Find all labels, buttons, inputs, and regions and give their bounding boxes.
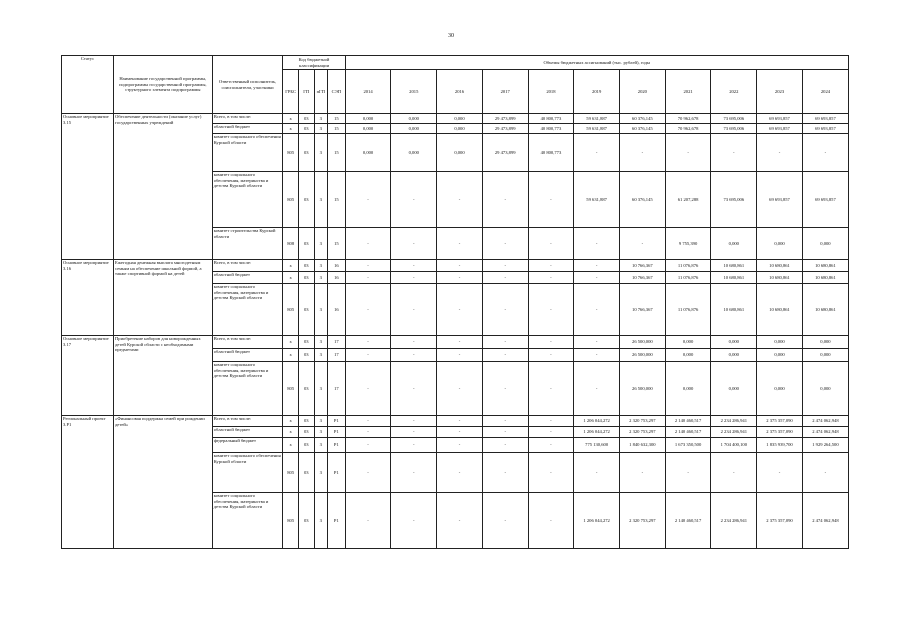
value-2024: 0,000 xyxy=(802,362,848,416)
value-2020: - xyxy=(620,453,666,493)
value-2024: 0,000 xyxy=(802,349,848,362)
value-2024: 69 693,857 xyxy=(802,124,848,134)
value-2019: - xyxy=(574,453,620,493)
header-year-2020: 2020 xyxy=(620,70,666,114)
value-2014: - xyxy=(345,260,391,272)
header-year-2021: 2021 xyxy=(665,70,711,114)
value-2014: - xyxy=(345,438,391,453)
code-pgp: 3 xyxy=(314,336,328,349)
value-2021: 9 755,390 xyxy=(665,228,711,260)
value-2024: 10 680,861 xyxy=(802,284,848,336)
header-year-2014: 2014 xyxy=(345,70,391,114)
value-2015: 0,000 xyxy=(391,114,437,124)
value-2024: 69 693,857 xyxy=(802,114,848,124)
code-pgp: 3 xyxy=(314,172,328,228)
header-year-2018: 2018 xyxy=(528,70,574,114)
value-2017: - xyxy=(482,453,528,493)
value-2016: - xyxy=(437,172,483,228)
code-pgp: 3 xyxy=(314,284,328,336)
value-2014: - xyxy=(345,336,391,349)
header-status: Статус xyxy=(62,56,114,114)
code-pgp: 3 xyxy=(314,427,328,438)
value-2022: 10 680,861 xyxy=(711,260,757,272)
code-sep: 15 xyxy=(328,134,346,172)
value-2020: 60 376,145 xyxy=(620,114,666,124)
code-grbs: 805 xyxy=(283,493,299,549)
value-2022: 10 680,861 xyxy=(711,272,757,284)
group-status: Основное мероприятие 3.16 xyxy=(62,260,114,336)
value-2016: 0,000 xyxy=(437,114,483,124)
value-2015: - xyxy=(391,272,437,284)
code-gp: 03 xyxy=(298,134,314,172)
executor-cell: Всего, в том числе: xyxy=(212,260,283,272)
code-pgp: 3 xyxy=(314,349,328,362)
code-pgp: 3 xyxy=(314,438,328,453)
header-year-2024: 2024 xyxy=(802,70,848,114)
header-executor: Ответственный исполнитель, соисполнители, участники xyxy=(212,56,283,114)
value-2014: - xyxy=(345,349,391,362)
value-2022: 0,000 xyxy=(711,362,757,416)
header-year-2017: 2017 xyxy=(482,70,528,114)
value-2015: - xyxy=(391,453,437,493)
value-2020: - xyxy=(620,134,666,172)
code-gp: 03 xyxy=(298,114,314,124)
executor-cell: федеральный бюджет xyxy=(212,438,283,453)
code-pgp: 3 xyxy=(314,228,328,260)
value-2023: - xyxy=(757,134,803,172)
value-2024: 2 474 062,948 xyxy=(802,416,848,427)
code-grbs: x xyxy=(283,124,299,134)
value-2022: - xyxy=(711,453,757,493)
header-year-2022: 2022 xyxy=(711,70,757,114)
value-2019: 1 206 044,272 xyxy=(574,493,620,549)
code-grbs: x xyxy=(283,427,299,438)
executor-cell: комитет социального обеспечения, материнства и детства Курской области xyxy=(212,172,283,228)
value-2021: 2 140 460,517 xyxy=(665,427,711,438)
value-2024: 0,000 xyxy=(802,336,848,349)
value-2016: - xyxy=(437,336,483,349)
value-2015: - xyxy=(391,260,437,272)
value-2023: 0,000 xyxy=(757,336,803,349)
value-2014: 0,000 xyxy=(345,134,391,172)
value-2021: 11 076,876 xyxy=(665,284,711,336)
value-2015: - xyxy=(391,228,437,260)
value-2015: - xyxy=(391,438,437,453)
code-gp: 03 xyxy=(298,493,314,549)
value-2014: 0,000 xyxy=(345,124,391,134)
value-2014: - xyxy=(345,453,391,493)
value-2017: - xyxy=(482,284,528,336)
header-year-2019: 2019 xyxy=(574,70,620,114)
code-sep: 16 xyxy=(328,272,346,284)
value-2021: 70 962,678 xyxy=(665,114,711,124)
code-sep: 17 xyxy=(328,362,346,416)
value-2014: - xyxy=(345,362,391,416)
header-year-2023: 2023 xyxy=(757,70,803,114)
value-2022: 2 234 286,941 xyxy=(711,416,757,427)
header-code-2: пГП xyxy=(314,70,328,114)
value-2021: 0,000 xyxy=(665,336,711,349)
value-2018: - xyxy=(528,453,574,493)
code-gp: 03 xyxy=(298,438,314,453)
group-status: Основное мероприятие 3.17 xyxy=(62,336,114,416)
table-row xyxy=(62,336,849,349)
value-2017: 29 473,899 xyxy=(482,114,528,124)
code-gp: 03 xyxy=(298,284,314,336)
value-2023: 10 680,861 xyxy=(757,272,803,284)
value-2015: - xyxy=(391,362,437,416)
value-2015: - xyxy=(391,493,437,549)
value-2019: 1 206 044,272 xyxy=(574,416,620,427)
code-grbs: x xyxy=(283,272,299,284)
value-2016: - xyxy=(437,427,483,438)
value-2017: 29 473,899 xyxy=(482,134,528,172)
value-2022: 10 680,861 xyxy=(711,284,757,336)
value-2023: 0,000 xyxy=(757,228,803,260)
value-2014: - xyxy=(345,284,391,336)
value-2017: - xyxy=(482,228,528,260)
value-2016: - xyxy=(437,416,483,427)
header-code-3: СЭП xyxy=(328,70,346,114)
code-pgp: 3 xyxy=(314,493,328,549)
value-2015: - xyxy=(391,416,437,427)
value-2015: - xyxy=(391,284,437,336)
value-2018: 40 800,773 xyxy=(528,124,574,134)
value-2017: 29 473,899 xyxy=(482,124,528,134)
value-2018: - xyxy=(528,172,574,228)
value-2017: - xyxy=(482,493,528,549)
value-2017: - xyxy=(482,172,528,228)
value-2023: 2 375 357,090 xyxy=(757,427,803,438)
code-grbs: 808 xyxy=(283,228,299,260)
value-2019: 59 631,887 xyxy=(574,114,620,124)
table-row xyxy=(62,260,849,272)
value-2017: - xyxy=(482,336,528,349)
value-2014: - xyxy=(345,172,391,228)
value-2016: - xyxy=(437,272,483,284)
value-2023: 10 680,861 xyxy=(757,284,803,336)
code-sep: Р1 xyxy=(328,438,346,453)
value-2018: - xyxy=(528,493,574,549)
value-2024: 2 474 062,948 xyxy=(802,427,848,438)
group-name: Приобретение наборов для новорожденных детей Курской области с необходимыми предметами xyxy=(113,336,212,416)
value-2020: 10 766,367 xyxy=(620,272,666,284)
value-2015: - xyxy=(391,349,437,362)
value-2024: - xyxy=(802,453,848,493)
group-name: Обеспечение деятельности (оказание услуг) государственных учреждений xyxy=(113,114,212,260)
executor-cell: областной бюджет xyxy=(212,427,283,438)
group-status: Региональный проект 3.Р1 xyxy=(62,416,114,549)
value-2019: - xyxy=(574,134,620,172)
code-gp: 03 xyxy=(298,416,314,427)
value-2024: 2 474 062,948 xyxy=(802,493,848,549)
value-2022: - xyxy=(711,134,757,172)
code-gp: 03 xyxy=(298,124,314,134)
value-2023: 2 375 357,090 xyxy=(757,493,803,549)
value-2018: - xyxy=(528,284,574,336)
code-gp: 03 xyxy=(298,453,314,493)
value-2018: - xyxy=(528,362,574,416)
value-2023: - xyxy=(757,453,803,493)
value-2016: - xyxy=(437,493,483,549)
code-sep: 16 xyxy=(328,260,346,272)
budget-table xyxy=(61,55,849,549)
value-2024: 10 680,861 xyxy=(802,260,848,272)
code-pgp: 3 xyxy=(314,362,328,416)
value-2022: 0,000 xyxy=(711,349,757,362)
value-2018: - xyxy=(528,272,574,284)
code-pgp: 3 xyxy=(314,272,328,284)
value-2017: - xyxy=(482,438,528,453)
code-gp: 03 xyxy=(298,272,314,284)
value-2014: - xyxy=(345,427,391,438)
value-2024: 1 929 264,500 xyxy=(802,438,848,453)
value-2020: 60 376,145 xyxy=(620,124,666,134)
value-2020: 10 766,367 xyxy=(620,260,666,272)
value-2020: 10 766,367 xyxy=(620,284,666,336)
code-pgp: 3 xyxy=(314,114,328,124)
value-2014: - xyxy=(345,416,391,427)
code-sep: 15 xyxy=(328,172,346,228)
value-2023: 1 835 939,700 xyxy=(757,438,803,453)
executor-cell: комитет строительства Курской области xyxy=(212,228,283,260)
header-budget-code: Код бюджетной классификации xyxy=(283,56,345,70)
executor-cell: Всего, в том числе: xyxy=(212,336,283,349)
code-sep: 16 xyxy=(328,284,346,336)
value-2019: - xyxy=(574,362,620,416)
value-2016: - xyxy=(437,260,483,272)
value-2021: 11 076,876 xyxy=(665,260,711,272)
code-gp: 03 xyxy=(298,228,314,260)
code-gp: 03 xyxy=(298,349,314,362)
value-2019: 59 631,887 xyxy=(574,124,620,134)
value-2019: 59 631,887 xyxy=(574,172,620,228)
code-sep: 15 xyxy=(328,114,346,124)
value-2019: - xyxy=(574,272,620,284)
value-2018: - xyxy=(528,349,574,362)
value-2017: - xyxy=(482,427,528,438)
executor-cell: комитет социального обеспечения, материнства и детства Курской области xyxy=(212,362,283,416)
group-status: Основное мероприятие 3.15 xyxy=(62,114,114,260)
table-header xyxy=(62,56,849,114)
value-2019: - xyxy=(574,284,620,336)
value-2022: 73 695,006 xyxy=(711,124,757,134)
header-year-2016: 2016 xyxy=(437,70,483,114)
value-2016: - xyxy=(437,438,483,453)
code-sep: 15 xyxy=(328,228,346,260)
value-2017: - xyxy=(482,260,528,272)
code-pgp: 3 xyxy=(314,453,328,493)
header-code-0: ГРБС xyxy=(283,70,299,114)
value-2023: 0,000 xyxy=(757,349,803,362)
value-2021: 70 962,678 xyxy=(665,124,711,134)
value-2020: 2 320 753,297 xyxy=(620,427,666,438)
value-2016: - xyxy=(437,228,483,260)
value-2021: 0,000 xyxy=(665,362,711,416)
value-2018: - xyxy=(528,260,574,272)
value-2017: - xyxy=(482,416,528,427)
code-grbs: x xyxy=(283,114,299,124)
value-2018: - xyxy=(528,427,574,438)
value-2017: - xyxy=(482,362,528,416)
code-grbs: x xyxy=(283,260,299,272)
value-2016: - xyxy=(437,284,483,336)
code-grbs: x xyxy=(283,438,299,453)
value-2019: - xyxy=(574,228,620,260)
header-volumes: Объемы бюджетных ассигнований (тыс. рублей), годы xyxy=(345,56,848,70)
code-sep: Р1 xyxy=(328,453,346,493)
code-pgp: 3 xyxy=(314,416,328,427)
executor-cell: Всего, в том числе: xyxy=(212,114,283,124)
value-2023: 69 693,857 xyxy=(757,172,803,228)
code-sep: 15 xyxy=(328,124,346,134)
code-pgp: 3 xyxy=(314,260,328,272)
code-gp: 03 xyxy=(298,427,314,438)
code-grbs: x xyxy=(283,416,299,427)
value-2020: 26 500,000 xyxy=(620,349,666,362)
value-2019: 1 206 044,272 xyxy=(574,427,620,438)
value-2020: 26 500,000 xyxy=(620,362,666,416)
value-2022: 2 234 286,941 xyxy=(711,427,757,438)
value-2023: 10 680,861 xyxy=(757,260,803,272)
value-2021: 11 076,876 xyxy=(665,272,711,284)
value-2021: 2 140 460,517 xyxy=(665,416,711,427)
header-year-2015: 2015 xyxy=(391,70,437,114)
value-2018: 40 800,773 xyxy=(528,134,574,172)
code-sep: 17 xyxy=(328,349,346,362)
table-body xyxy=(62,114,849,549)
value-2021: 1 673 350,500 xyxy=(665,438,711,453)
value-2015: 0,000 xyxy=(391,124,437,134)
value-2016: - xyxy=(437,453,483,493)
value-2018: - xyxy=(528,336,574,349)
value-2015: - xyxy=(391,427,437,438)
value-2019: - xyxy=(574,260,620,272)
value-2022: 2 234 286,941 xyxy=(711,493,757,549)
executor-cell: комитет социального обеспечения Курской области xyxy=(212,453,283,493)
executor-cell: Всего, в том числе: xyxy=(212,416,283,427)
value-2020: 2 320 753,297 xyxy=(620,416,666,427)
page-number: 30 xyxy=(448,33,454,39)
value-2021: - xyxy=(665,453,711,493)
code-pgp: 3 xyxy=(314,134,328,172)
value-2022: 1 704 400,100 xyxy=(711,438,757,453)
value-2018: - xyxy=(528,438,574,453)
code-sep: Р1 xyxy=(328,416,346,427)
value-2019: - xyxy=(574,336,620,349)
executor-cell: комитет социального обеспечения, материнства и детства Курской области xyxy=(212,284,283,336)
value-2024: 69 693,857 xyxy=(802,172,848,228)
code-grbs: 805 xyxy=(283,134,299,172)
code-sep: Р1 xyxy=(328,493,346,549)
code-grbs: 805 xyxy=(283,172,299,228)
value-2024: 10 680,861 xyxy=(802,272,848,284)
code-gp: 03 xyxy=(298,172,314,228)
value-2016: 0,000 xyxy=(437,134,483,172)
header-name: Наименование государственной программы, подпрограммы государственной программы, структурного элемента подпрограммы xyxy=(113,56,212,114)
code-grbs: x xyxy=(283,336,299,349)
value-2020: 1 840 632,300 xyxy=(620,438,666,453)
header-code-1: ГП xyxy=(298,70,314,114)
value-2014: - xyxy=(345,493,391,549)
value-2020: - xyxy=(620,228,666,260)
value-2020: 2 320 753,297 xyxy=(620,493,666,549)
value-2014: - xyxy=(345,228,391,260)
executor-cell: областной бюджет xyxy=(212,272,283,284)
value-2015: - xyxy=(391,172,437,228)
value-2024: 0,000 xyxy=(802,228,848,260)
value-2024: - xyxy=(802,134,848,172)
group-name: «Финансовая поддержка семей при рождении детей» xyxy=(113,416,212,549)
value-2020: 60 376,145 xyxy=(620,172,666,228)
value-2019: - xyxy=(574,349,620,362)
executor-cell: комитет социального обеспечения Курской области xyxy=(212,134,283,172)
code-gp: 03 xyxy=(298,260,314,272)
value-2022: 73 695,006 xyxy=(711,114,757,124)
code-grbs: 805 xyxy=(283,453,299,493)
value-2018: 40 800,773 xyxy=(528,114,574,124)
value-2021: - xyxy=(665,134,711,172)
value-2023: 69 693,857 xyxy=(757,124,803,134)
code-pgp: 3 xyxy=(314,124,328,134)
table-row xyxy=(62,416,849,427)
value-2021: 0,000 xyxy=(665,349,711,362)
group-name: Ежегодная денежная выплата многодетным семьям на обеспечение школьной формой, а также спортивной формой на детей xyxy=(113,260,212,336)
value-2022: 73 695,006 xyxy=(711,172,757,228)
code-gp: 03 xyxy=(298,336,314,349)
code-sep: Р1 xyxy=(328,427,346,438)
value-2017: - xyxy=(482,272,528,284)
value-2021: 61 207,288 xyxy=(665,172,711,228)
executor-cell: комитет социального обеспечения, материнства и детства Курской области xyxy=(212,493,283,549)
value-2016: - xyxy=(437,349,483,362)
value-2018: - xyxy=(528,228,574,260)
code-grbs: 805 xyxy=(283,284,299,336)
value-2021: 2 140 460,517 xyxy=(665,493,711,549)
value-2014: 0,000 xyxy=(345,114,391,124)
executor-cell: областной бюджет xyxy=(212,349,283,362)
value-2015: 0,000 xyxy=(391,134,437,172)
code-grbs: x xyxy=(283,349,299,362)
value-2023: 2 375 357,090 xyxy=(757,416,803,427)
value-2022: 0,000 xyxy=(711,336,757,349)
code-sep: 17 xyxy=(328,336,346,349)
code-grbs: 805 xyxy=(283,362,299,416)
value-2017: - xyxy=(482,349,528,362)
value-2022: 0,000 xyxy=(711,228,757,260)
value-2020: 26 500,000 xyxy=(620,336,666,349)
value-2023: 0,000 xyxy=(757,362,803,416)
table-row xyxy=(62,114,849,124)
value-2014: - xyxy=(345,272,391,284)
value-2016: - xyxy=(437,362,483,416)
value-2018: - xyxy=(528,416,574,427)
value-2019: 775 130,600 xyxy=(574,438,620,453)
value-2023: 69 693,857 xyxy=(757,114,803,124)
value-2015: - xyxy=(391,336,437,349)
executor-cell: областной бюджет xyxy=(212,124,283,134)
code-gp: 03 xyxy=(298,362,314,416)
value-2016: 0,000 xyxy=(437,124,483,134)
